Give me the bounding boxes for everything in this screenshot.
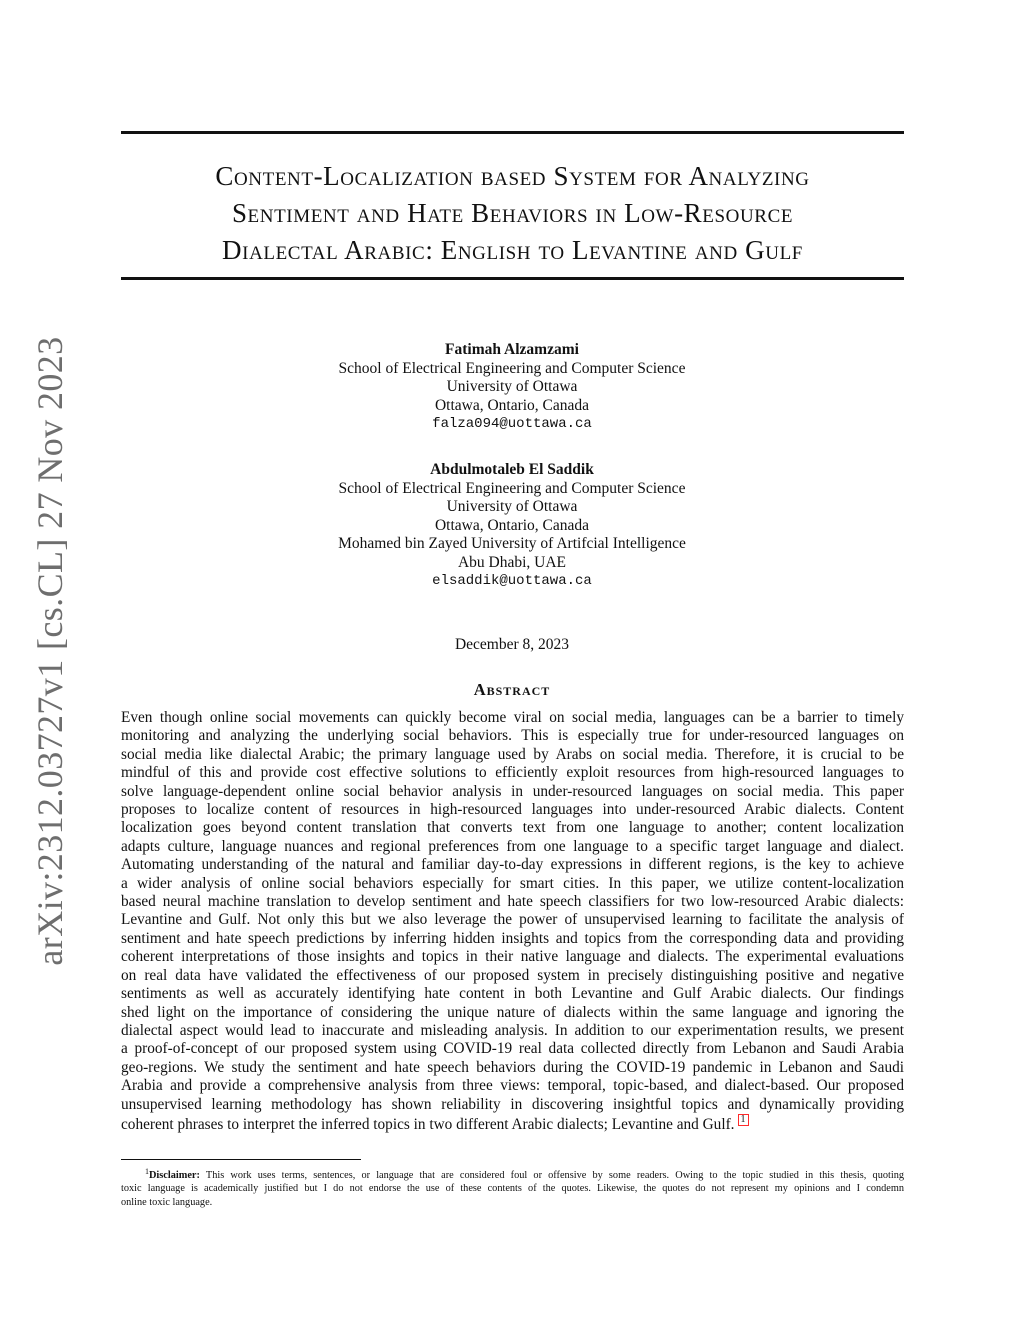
abstract-line: mindful of this and provide cost effective solutions to efficiently exploit resources from high-resourced languages to xyxy=(121,764,904,782)
author-affiliation: University of Ottawa xyxy=(446,378,578,395)
abstract-last-line xyxy=(121,1114,904,1134)
abstract-heading: Abstract xyxy=(473,680,551,699)
abstract-line: localization goes beyond content translation that converts text from one language to another; content localization xyxy=(121,819,904,837)
footnote-link[interactable]: 1 xyxy=(738,1114,749,1126)
footnote xyxy=(121,1165,904,1209)
title-line: Content-Localization based System for Analyzing xyxy=(215,161,810,191)
author-name: Abdulmotaleb El Saddik xyxy=(430,461,594,478)
footnote-marker: 1 xyxy=(145,1167,149,1176)
abstract-line: on real data have validated the effectiveness of our proposed system in precisely distinguishing positive and negative xyxy=(121,966,904,984)
footnote-line xyxy=(121,1165,904,1182)
footnote-line: toxic language is academically justified but I do not endorse the use of these contents of the quotes. Likewise, the quotes do not represent my opinions and I condemn xyxy=(121,1183,904,1195)
abstract-line: Even though online social movements can quickly become viral on social media, languages can be a barrier to timely xyxy=(121,709,904,726)
abstract-line: unsupervised learning methodology has shown reliability in discovering insightful topics and dynamically providing xyxy=(121,1095,904,1113)
title-bottom-rule xyxy=(121,277,904,280)
abstract-line: coherent interpretations of those insights and topics in their native language and dialects. The experimental evaluations xyxy=(121,948,904,966)
paper-title xyxy=(121,158,904,269)
abstract-line: monitoring and analyzing the underlying social behaviors. This is especially true for under-resourced languages on xyxy=(121,727,904,745)
abstract-line: sentiment and hate speech predictions by inferring hidden insights and topics from the corresponding data and providing xyxy=(121,929,904,947)
abstract-line: based neural machine translation to develop sentiment and hate speech classifiers for two low-resourced Arabic dialects: xyxy=(121,893,904,911)
abstract-line: Levantine and Gulf. Not only this but we also leverage the power of unsupervised learning to facilitate the analysis of xyxy=(121,911,904,929)
author-email: falza094@uottawa.ca xyxy=(432,416,592,432)
footnote-text: This work uses terms, sentences, or language that are considered foul or offensive by some readers. Owing to the topic studied in this thesis, quoting xyxy=(205,1170,905,1181)
abstract-line: dialectal aspect would lead to inaccurate and misleading analysis. In addition to our experimentation results, we present xyxy=(121,1021,904,1039)
abstract-line: Automating understanding of the natural and familiar day-to-day expressions in different regions, is the key to achieve xyxy=(121,856,904,874)
author-block-2 xyxy=(240,461,784,591)
author-email: elsaddik@uottawa.ca xyxy=(432,573,592,589)
author-affiliation: School of Electrical Engineering and Computer Science xyxy=(338,479,686,497)
author-affiliation: School of Electrical Engineering and Computer Science xyxy=(338,359,686,377)
author-affiliation: Mohamed bin Zayed University of Artifcial Intelligence xyxy=(338,535,686,552)
abstract-line: solve language-dependent online social behavior analysis in under-resourced languages on social media. This paper xyxy=(121,782,904,800)
author-affiliation: University of Ottawa xyxy=(446,498,578,515)
abstract-line: social media like dialectal Arabic; the primary language used by Arabs on social media. Therefore, it is crucial to be xyxy=(121,745,904,763)
abstract-line: proposes to localize content of resources in high-resourced languages into under-resourced Arabic dialects. Content xyxy=(121,801,904,819)
abstract-line: Arabia and provide a comprehensive analysis from three views: temporal, topic-based, and dialect-based. Our proposed xyxy=(121,1077,904,1095)
author-block-1 xyxy=(240,341,784,434)
author-affiliation: Ottawa, Ontario, Canada xyxy=(434,516,590,534)
paper-date: December 8, 2023 xyxy=(454,636,570,653)
abstract-body xyxy=(121,709,904,1134)
abstract-line: adapts culture, language nuances and regional preferences from one language to a specific target language and dialect. xyxy=(121,837,904,855)
author-affiliation: Abu Dhabi, UAE xyxy=(457,553,567,571)
title-line: Sentiment and Hate Behaviors in Low-Resource xyxy=(231,198,794,228)
abstract-line-text: coherent phrases to interpret the inferred topics in two different Arabic dialects; Levantine and Gulf. xyxy=(121,1115,735,1133)
abstract-line: a proof-of-concept of our proposed system using COVID-19 real data collected directly from Lebanon and Saudi Arabia xyxy=(121,1040,904,1058)
footnote-line: online toxic language. xyxy=(121,1196,213,1208)
abstract-line: sentiments as well as accurately identifying hate content in both Levantine and Gulf Arabic dialects. Our findings xyxy=(121,985,904,1003)
abstract-line: geo-regions. We study the sentiment and hate speech behaviors during the COVID-19 pandemic in Lebanon and Saudi xyxy=(121,1058,904,1076)
abstract-line: shed light on the importance of considering the unique nature of dialects within the same language and ignoring the xyxy=(121,1003,904,1021)
abstract-line: a wider analysis of online social behaviors especially for smart cities. In this paper, we utilize content-localization xyxy=(121,874,904,892)
title-top-rule xyxy=(121,131,904,134)
footnote-rule xyxy=(121,1159,361,1160)
title-line: Dialectal Arabic: English to Levantine and Gulf xyxy=(222,235,803,265)
arxiv-identifier: arXiv:2312.03727v1 [cs.CL] 27 Nov 2023 xyxy=(30,336,70,966)
author-name: Fatimah Alzamzami xyxy=(445,341,579,358)
author-affiliation: Ottawa, Ontario, Canada xyxy=(434,396,590,414)
footnote-label: Disclaimer: xyxy=(149,1170,200,1181)
